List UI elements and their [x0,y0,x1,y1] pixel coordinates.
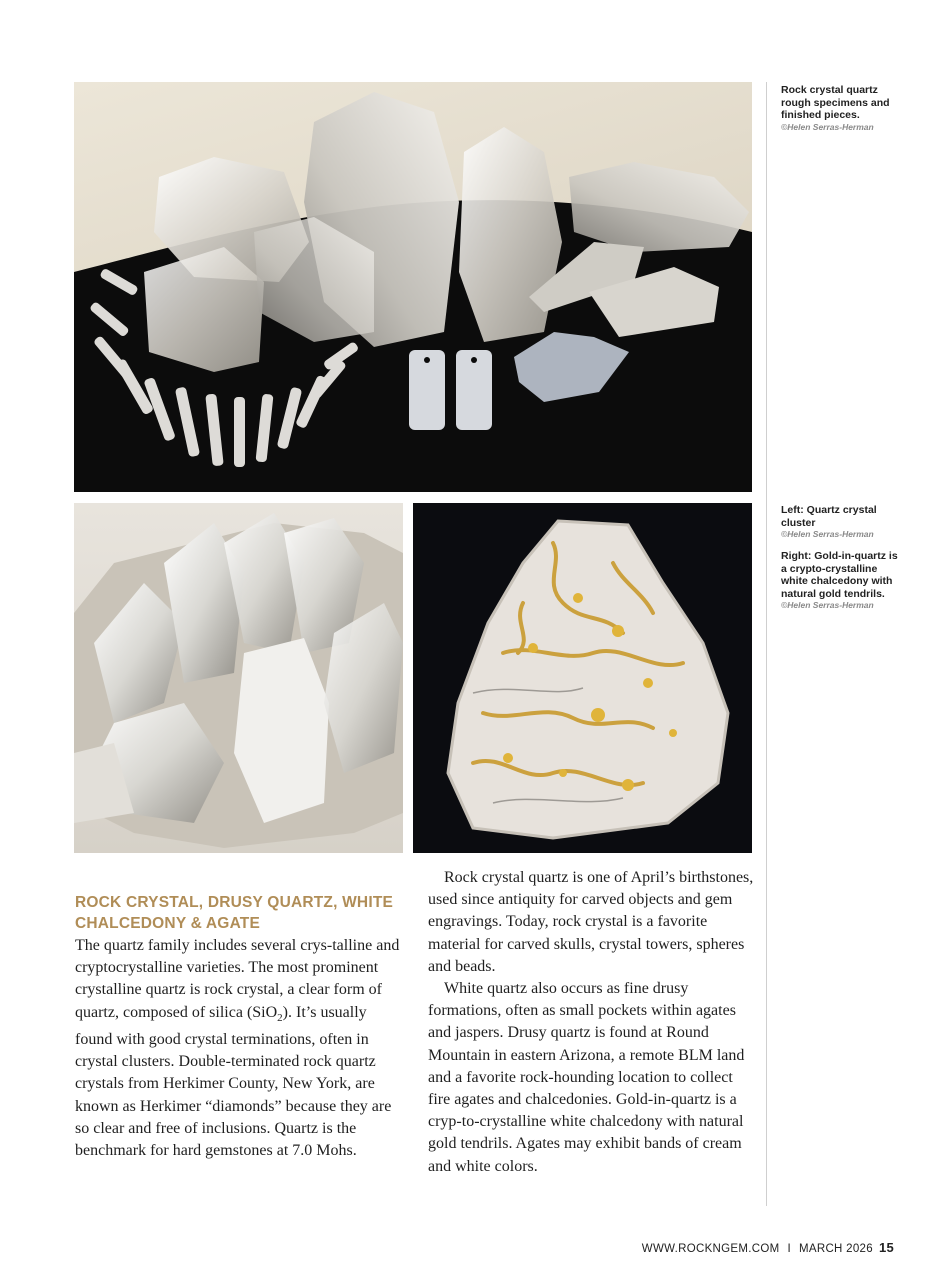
caption-bottom-photos [781,504,901,621]
section-heading: ROCK CRYSTAL, DRUSY QUARTZ, WHITE CHALCEDONY & AGATE [75,894,394,932]
caption-left-credit: ©Helen Serras-Herman [781,529,874,539]
rock-crystal-specimens-photo [74,82,752,492]
col1-text-part2: ). It’s usually found with good crystal terminations, often in crystal clusters. Double-terminated rock quartz crystals from Herkimer County, New York, are known as Herkimer “diamonds” because they are so clear and free of inclusions. Quartz is the benchmark for hard gemstones at 7.0 Mohs. [75,1003,392,1160]
caption-top-photo [781,84,901,133]
column-divider [766,82,767,1206]
caption-right-text: Gold-in-quartz is a crypto-crystalline white chalcedony with natural gold tendrils. [781,550,898,600]
caption-top-credit: ©Helen Serras-Herman [781,121,874,132]
caption-left-lead: Left: [781,504,804,516]
article-column-1 [75,935,405,1162]
quartz-crystal-cluster-photo [74,503,403,853]
col2-paragraph-2: White quartz also occurs as fine drusy formations, often as small pockets within agates and jaspers. Drusy quartz is found at Round Mountain in eastern Arizona, a remote BLM land and a favorite rock-hounding location to collect fire agates and chalcedonies. Gold-in-quartz is a cryp-to-crystalline white chalcedony with natural gold tendrils. Agates may exhibit bands of cream and white colors. [428,980,745,1175]
caption-top-text: Rock crystal quartz rough specimens and finished pieces. [781,84,890,121]
caption-right-lead: Right: [781,550,812,562]
caption-right [781,550,901,611]
gold-in-quartz-photo [413,503,752,853]
caption-right-credit: ©Helen Serras-Herman [781,600,874,610]
page-footer [642,1240,894,1255]
page-number: 15 [878,1240,894,1255]
col2-paragraph-1: Rock crystal quartz is one of April’s birthstones, used since antiquity for carved objects and gem engravings. Today, rock crystal is a favorite material for carved skulls, crystal towers, spheres and beads. [428,869,754,975]
caption-left [781,504,901,540]
footer-issue: MARCH 2026 [798,1243,873,1255]
col1-text-part1: The quartz family includes several crys-talline and cryptocrystalline varieties. The most prominent crystalline quartz is rock crystal, a clear form of quartz, composed of silica (SiO [75,937,400,1021]
col1-subscript: 2 [277,1011,283,1024]
article-paragraph [75,935,405,1162]
footer-separator: I [787,1243,791,1255]
footer-site: WWW.ROCKNGEM.COM [641,1243,780,1255]
caption-left-text: Quartz crystal cluster [781,504,877,529]
article-column-2 [428,867,754,1178]
